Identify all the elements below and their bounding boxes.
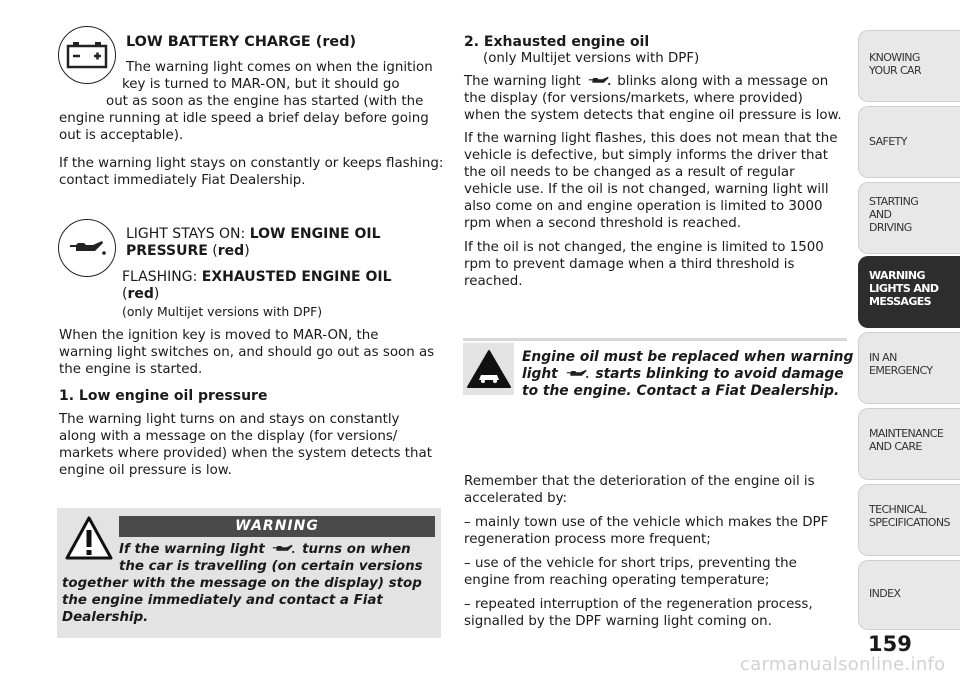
oil-p2-1: The warning light turns on and stays on constantly xyxy=(59,412,400,427)
right-p3-3: reached. xyxy=(464,274,523,289)
tab-safety[interactable]: SAFETY xyxy=(858,106,960,178)
flashing-prefix: FLASHING: xyxy=(122,269,202,285)
warning-triangle-icon xyxy=(64,515,114,561)
battery-text-5: out is acceptable). xyxy=(59,128,184,143)
right-p2-6: rpm when a second threshold is reached. xyxy=(464,216,741,231)
remember-1: Remember that the deterioration of the engine oil is xyxy=(464,474,815,489)
exhausted-oil-subheading: (only Multijet versions with DPF) xyxy=(483,51,700,66)
tab-starting-and-driving[interactable]: STARTING AND DRIVING xyxy=(858,182,960,254)
note-divider xyxy=(463,338,847,341)
right-p1-1b: blinks along with a message on xyxy=(612,74,829,89)
battery-icon-circle xyxy=(58,26,116,84)
remember-8: signalled by the DPF warning light coming on. xyxy=(464,614,772,629)
versions-note: (only Multijet versions with DPF) xyxy=(122,304,323,319)
warning-text-1 xyxy=(119,542,411,559)
oil-can-icon xyxy=(563,368,591,380)
warning-text-2: the car is travelling (on certain versions xyxy=(119,559,423,574)
watermark: carmanualsonline.info xyxy=(740,654,946,675)
pressure-bold: PRESSURE xyxy=(126,243,208,259)
oil-can-icon xyxy=(67,238,107,258)
remember-5: – use of the vehicle for short trips, preventing the xyxy=(464,556,797,571)
remember-4: regeneration process more frequent; xyxy=(464,532,711,547)
note-text-3: to the engine. Contact a Fiat Dealership. xyxy=(522,383,840,399)
note-text-2 xyxy=(522,366,844,383)
tab-index[interactable]: INDEX xyxy=(858,560,960,630)
right-p1-3: when the system detects that engine oil pressure is low. xyxy=(464,108,842,123)
warning-text-4: the engine immediately and contact a Fiat xyxy=(62,593,383,608)
right-p1-1 xyxy=(464,74,828,91)
tab-knowing-your-car[interactable]: KNOWING YOUR CAR xyxy=(858,30,960,102)
oil-p2-4: engine oil pressure is low. xyxy=(59,463,232,478)
remember-3: – mainly town use of the vehicle which makes the DPF xyxy=(464,515,829,530)
stays-on-prefix: LIGHT STAYS ON: xyxy=(126,226,250,242)
battery-advice-2: contact immediately Fiat Dealership. xyxy=(59,173,306,188)
battery-title: LOW BATTERY CHARGE (red) xyxy=(126,34,357,50)
right-p2-3: the oil needs to be changed as a result of regular xyxy=(464,165,795,180)
warning-text-5: Dealership. xyxy=(62,610,149,625)
right-p2-1: If the warning light flashes, this does not mean that the xyxy=(464,131,838,146)
battery-text-2: key is turned to MAR-ON, but it should go xyxy=(122,77,400,92)
right-p3-1: If the oil is not changed, the engine is limited to 1500 xyxy=(464,240,824,255)
oil-p1-2: warning light switches on, and should go out as soon as xyxy=(59,345,435,360)
remember-7: – repeated interruption of the regeneration process, xyxy=(464,597,813,612)
oil-can-icon xyxy=(269,543,297,555)
right-p2-5: also come on and engine operation is limited to 3000 xyxy=(464,199,823,214)
warning-label: WARNING xyxy=(119,516,435,537)
oil-can-icon xyxy=(585,75,613,87)
warning-text-3: together with the message on the display) stop xyxy=(62,576,422,591)
page-number: 159 xyxy=(868,632,912,656)
right-p3-2: rpm to prevent damage when a third threshold is xyxy=(464,257,795,272)
tab-in-an-emergency[interactable]: IN AN EMERGENCY xyxy=(858,332,960,404)
warning-text-1b: turns on when xyxy=(297,542,411,557)
tab-technical-specifications[interactable]: TECHNICAL SPECIFICATIONS xyxy=(858,484,960,556)
tab-maintenance-and-care[interactable]: MAINTENANCE AND CARE xyxy=(858,408,960,480)
exhausted-oil-heading: 2. Exhausted engine oil xyxy=(464,34,650,50)
remember-2: accelerated by: xyxy=(464,491,568,506)
right-p2-4: vehicle use. If the oil is not changed, warning light will xyxy=(464,182,829,197)
stays-red: red xyxy=(217,243,245,259)
oil-flashing-line2: (red) xyxy=(122,286,160,302)
low-oil-pressure-heading: 1. Low engine oil pressure xyxy=(59,388,268,404)
warning-text-1a: If the warning light xyxy=(119,542,270,557)
oil-p2-2: along with a message on the display (for versions/ xyxy=(59,429,398,444)
tab-warning-lights-and-messages[interactable]: WARNING LIGHTS AND MESSAGES xyxy=(858,256,960,328)
oil-p1-1: When the ignition key is moved to MAR-ON, the xyxy=(59,328,379,343)
note-text-2b: starts blinking to avoid damage xyxy=(590,366,844,382)
right-p2-2: vehicle is defective, but simply informs the driver that xyxy=(464,148,828,163)
battery-advice-1: If the warning light stays on constantly or keeps flashing: xyxy=(59,156,444,171)
flashing-red: red xyxy=(127,286,154,302)
oil-p1-3: the engine is started. xyxy=(59,362,203,377)
flashing-bold: EXHAUSTED ENGINE OIL xyxy=(201,269,392,285)
stays-on-bold: LOW ENGINE OIL xyxy=(249,226,381,242)
remember-6: engine from reaching operating temperature; xyxy=(464,573,770,588)
battery-text-4: engine running at idle speed a brief delay before going xyxy=(59,111,429,126)
oil-p2-3: markets where provided) when the system detects that xyxy=(59,446,432,461)
battery-text-1: The warning light comes on when the ignition xyxy=(126,60,433,75)
oil-stays-on-line1 xyxy=(126,226,381,243)
oil-icon-circle xyxy=(58,219,116,277)
note-text-2a: light xyxy=(522,366,563,382)
oil-stays-on-line2: PRESSURE (red) xyxy=(126,243,250,259)
right-p1-2: the display (for versions/markets, where provided) xyxy=(464,91,803,106)
battery-icon xyxy=(66,41,108,69)
right-p1-1a: The warning light xyxy=(464,74,585,89)
car-warning-triangle-icon xyxy=(465,348,513,390)
note-text-1: Engine oil must be replaced when warning xyxy=(522,349,854,365)
oil-flashing-line1 xyxy=(122,269,392,286)
battery-text-3: out as soon as the engine has started (with the xyxy=(106,94,424,109)
